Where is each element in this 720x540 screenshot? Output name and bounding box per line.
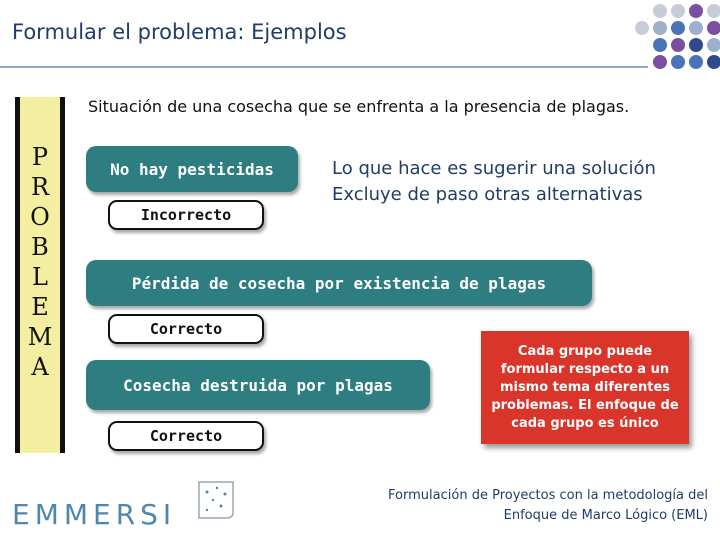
dot	[707, 4, 720, 18]
footer-credit	[388, 486, 708, 526]
dot	[653, 55, 667, 69]
dot	[689, 21, 703, 35]
problema-letter: M	[27, 323, 53, 351]
dot	[671, 55, 685, 69]
label-incorrecto: Incorrecto	[108, 200, 264, 230]
dot	[653, 38, 667, 52]
emmersi-logo	[12, 478, 232, 531]
problema-letter: E	[31, 293, 49, 321]
logo-star-mark-icon	[195, 478, 237, 522]
dot	[689, 55, 703, 69]
problema-vertical-word	[15, 142, 65, 382]
problema-letter: A	[31, 353, 49, 381]
observation-line: Excluye de paso otras alternativas	[332, 184, 643, 205]
statement-cosecha-destruida: Cosecha destruida por plagas	[86, 360, 430, 410]
dot	[653, 4, 667, 18]
statement-no-pesticidas: No hay pesticidas	[86, 146, 298, 192]
slide-title: Formular el problema: Ejemplos	[12, 20, 347, 44]
dot	[689, 4, 703, 18]
problema-letter: R	[30, 173, 50, 201]
observation-text	[332, 156, 656, 208]
problema-letter: P	[31, 143, 49, 171]
dot	[707, 38, 720, 52]
problema-letter: O	[30, 203, 50, 231]
dot	[635, 21, 649, 35]
slide-subtitle: Situación de una cosecha que se enfrenta a la presencia de plagas.	[88, 97, 630, 116]
observation-line: Lo que hace es sugerir una solución	[332, 158, 656, 179]
dot	[671, 4, 685, 18]
dot	[671, 38, 685, 52]
problema-letter: B	[31, 233, 49, 261]
problema-letter: L	[32, 263, 48, 291]
title-divider	[0, 66, 648, 68]
label-correcto-2: Correcto	[108, 421, 264, 451]
logo-text: EMMERSI	[12, 498, 177, 531]
note-callout: Cada grupo puede formular respecto a un mismo tema diferentes problemas. El enfoque de cada grupo es único	[481, 331, 689, 444]
footer-line: Formulación de Proyectos con la metodología del	[388, 488, 708, 503]
footer-line: Enfoque de Marco Lógico (EML)	[503, 508, 708, 523]
label-correcto-1: Correcto	[108, 314, 264, 344]
dot	[689, 38, 703, 52]
statement-perdida-cosecha: Pérdida de cosecha por existencia de plagas	[86, 260, 592, 306]
dot	[707, 21, 720, 35]
dot	[671, 21, 685, 35]
dot	[653, 21, 667, 35]
dot	[707, 55, 720, 69]
